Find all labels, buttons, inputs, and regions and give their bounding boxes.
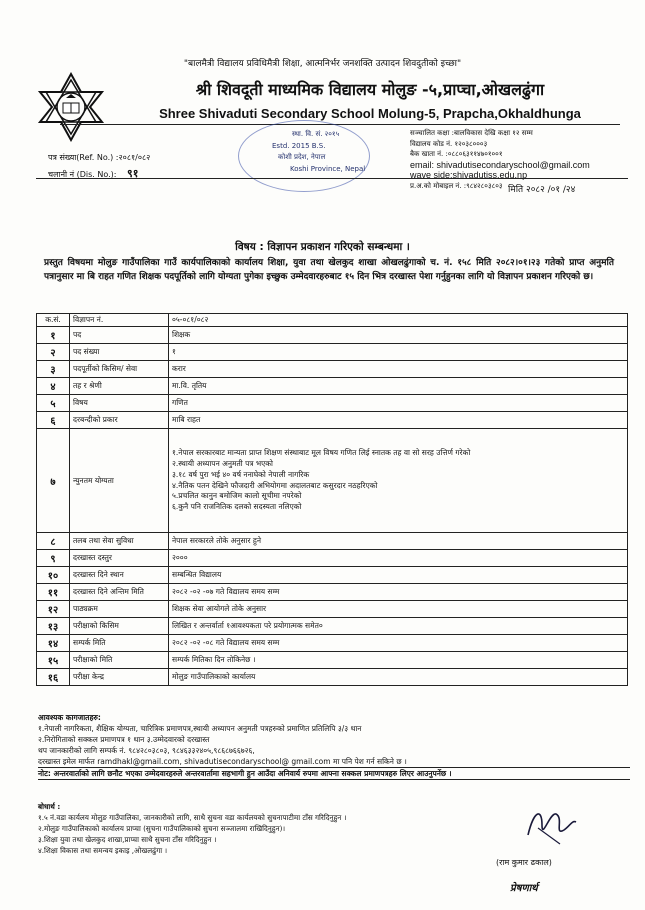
table-row [37,584,628,601]
qualification-line: १.नेपाल सरकारबाट मान्यता प्राप्त शिक्षण संस्थाबाट मूल विषय गणित लिई स्नातक तह वा सो सरह उत्तिर्ण गरेको [172,448,471,458]
table-row [37,412,628,429]
principal-mobile: प्र.अ.को मोबाइल नं. :९८४२८०३८०३ [410,181,503,190]
row-serial: १३ [37,618,70,635]
table-row [37,395,628,412]
bank-account: बैक खाता नं. :०८८०६३११४७०१००१ [410,150,503,158]
note-line: दरखास्त इमेल मार्फत ramdhakl@gmail.com, shivadutisecondaryschool@ gmail.com मा पनि पेश गर्न सकिने छ । [38,757,407,766]
school-name-nepali: श्री शिवदूती माध्यमिक विद्यालय मोलुङ -५,प्राप्चा,ओखलढुंगा [195,80,545,99]
reference-number [48,152,150,163]
table-row [37,429,628,533]
row-value: सम्पर्क मितिका दिन तोकिनेछ । [169,652,628,669]
note-line: नोट: अन्तरवार्ताको लागि छनौट भएका उम्मेदवारहरुले अन्तरवार्तामा सहभागी हुन आउँदा अनिवार्य रुपमा आफ्ना सक्कल प्रमाणपत्रहरु लिएर आउनुपर्नेछ । [38,767,630,780]
seal-text-4: Koshi Province, Nepal [290,165,366,173]
bodharth-item: १.५ नं.वडा कार्यलय मोलुङ गाउँपालिका, जानकारीको लागि, साथै सुचना वडा कार्यलयको सुचनापाटीमा टाँस गरिदिनुहुन । [38,813,347,822]
row-value: माबि राहत [169,412,628,429]
table-row [37,618,628,635]
row-value: सम्बन्धित विद्यालय [169,567,628,584]
row-serial: ३ [37,361,70,378]
row-serial: ४ [37,378,70,395]
row-value: शिक्षक सेवा आयोगले तोके अनुसार [169,601,628,618]
signatory-name: (राम कुमार ढकाल) [496,858,552,867]
seal-text-1: स्था. वि. सं. २०१५ [292,130,340,138]
row-serial: १५ [37,652,70,669]
row-serial: १० [37,567,70,584]
seal-text-2: Estd. 2015 B.S. [272,142,326,150]
copy-to-list [38,801,478,856]
school-motto: "बालमैत्री विद्यालय प्रविधिमैत्री शिक्षा, आत्मनिर्भर जनशक्ति उत्पादन शिवदुतीको इच्छा" [183,59,462,69]
school-code: विद्यालय कोड नं. १२०३८०००३ [410,139,488,148]
classes-run: सञ्चालित कक्षा :बालविकास देखि कक्षा १२ सम्म [410,129,533,137]
school-emblem-icon [36,72,106,142]
qualification-line: २.स्थायी अध्यापन अनुमती पत्र भएको [172,458,273,468]
row-serial: ११ [37,584,70,601]
letter-body: प्रस्तुत विषयमा मोलुङ गाउँपालिका गाउँ कार्यपालिकाको कार्यालय शिक्षा, युवा तथा खेलकुद शाखा ओखलढुंगाको च. नं. १५८ मिति २०८२।०१।२३ गतेको प्राप्त अनुमति पत्रानुसार मा बि राहत गणित शिक्षक पदपूर्तिको लागि योग्यता पुगेका इच्छुक उम्मेदवारहरुबाट १५ दिन भित्र दरखास्त पेशा गर्नुहुनका लागि यो विज्ञापन प्रकाशन गरिएको छ। [44,258,614,282]
table-row [37,361,628,378]
row-serial: १६ [37,669,70,686]
table-row [37,344,628,361]
row-value: मा.वि. तृतिय [169,378,628,395]
qualification-line: ५.प्रचलित कानुन बमोजिम कालो सूचीमा नपरेको [172,491,302,501]
row-label: तलब तथा सेवा सुविधा [70,533,169,550]
row-label: परीक्षा केन्द्र [70,669,169,686]
bodharth-heading: बोधार्थ : [38,802,61,811]
header-label: विज्ञापन नं. [70,314,169,327]
qualification-line: ४.नैतिक पतन देखिने फौजदारी अभियोगमा अदालतबाट कसुरदार नठहरिएको [172,480,378,490]
table-row [37,378,628,395]
qualification-line: ३.१८ वर्ष पुरा भई ४० वर्ष ननाघेको नेपाली नागरिक [172,469,310,479]
note-line: थप जानकारीको लागि सम्पर्क नं. ९८४२८०३८०३, ९८४६३३२४०५,९८६८७६६७२६, [38,746,255,755]
row-value: मोलुङ गाउँपालिकाको कार्यालय [169,669,628,686]
letter-date: मिति २०८२ /०१ /२४ [508,185,576,195]
row-value: शिक्षक [169,327,628,344]
row-label: सम्पर्क मिति [70,635,169,652]
school-name-english: Shree Shivaduti Secondary School Molung-5, Prapcha,Okhaldhunga [159,106,581,121]
row-value: लिखित र अन्तर्वार्ता १आवश्यकता परे प्रयोगात्मक समेत० [169,618,628,635]
row-serial: १ [37,327,70,344]
header-value: ०५-०८१/०८२ [169,314,628,327]
row-value: २०८२ -०२ -०८ गते विद्यालय समय सम्म [169,635,628,652]
row-label: दरखास्त दिने स्थान [70,567,169,584]
row-value: २००० [169,550,628,567]
row-value: करार [169,361,628,378]
table-row [37,635,628,652]
dis-value: ९१ [127,167,139,180]
row-serial: १२ [37,601,70,618]
row-value: १ [169,344,628,361]
row-label: पद [70,327,169,344]
row-value: गणित [169,395,628,412]
table-row [37,567,628,584]
bodharth-item: ३.शिक्षा युवा तथा खेलकुद शाखा,प्राप्चा साथै सुचना टाँस गरिदिनुहुन । [38,835,217,844]
ref-value: २०८१/०८२ [118,153,151,162]
row-value: नेपाल सरकारले तोके अनुसार हुने [169,533,628,550]
table-header-row [37,314,628,327]
table-row [37,669,628,686]
required-documents [38,712,630,780]
row-label: तह र श्रेणी [70,378,169,395]
email-address: email: shivadutisecondaryschool@gmail.com [410,159,590,170]
row-label: परीक्षाको किसिम [70,618,169,635]
table-row [37,327,628,344]
ref-label: पत्र संख्या(Ref. No.) : [48,153,119,162]
letter-subject: विषय : विज्ञापन प्रकाशन गरिएको सम्बन्धमा । [235,241,410,253]
handwritten-note: प्रेषणार्थ [510,883,538,894]
row-serial: ६ [37,412,70,429]
row-serial: ७ [37,429,70,533]
table-row [37,533,628,550]
row-label: दरखास्त दिने अन्तिम मिति [70,584,169,601]
vacancy-table [36,313,628,686]
row-label: विषय [70,395,169,412]
row-serial: ५ [37,395,70,412]
qualification-line: ६.कुनै पनि राजनितिक दलको सदस्यता नलिएको [172,502,302,512]
row-label: पदपूर्तीको किसिम/ सेवा [70,361,169,378]
note-line: १.नेपाली नागरिकता, शैक्षिक योग्यता, चारित्रिक प्रमाणपत्र,स्थायी अध्यापन अनुमती पत्रहरुको प्रमाणित प्रतिलिपि ३/३ थान [38,724,362,733]
row-label: पद संख्या [70,344,169,361]
header-sn: क.सं. [37,314,70,327]
row-label: परीक्षाको मिति [70,652,169,669]
row-label: दरबन्दीको प्रकार [70,412,169,429]
seal-text-3: कोशी प्रदेश, नेपाल [278,153,326,161]
website: wave side:shivadutiss.edu.np [410,170,528,180]
dis-label: चलानी नं (Dis. No.): [48,170,117,179]
table-row [37,652,628,669]
signature-icon [520,800,580,850]
note-line: २.निरोगिताको सक्कल प्रमाणपत्र १ थान ३.उम्मेदवारको दरखास्त [38,735,210,744]
ref-divider [36,178,628,179]
row-value: २०८२ -०२ -०७ गते विद्यालय समय सम्म [169,584,628,601]
row-serial: ८ [37,533,70,550]
row-label: दरखास्त दस्तुर [70,550,169,567]
row-label: न्युनतम योग्यता [70,429,169,533]
bodharth-item: ४.शिक्षा विकास तथा समन्वय इकाइ ,ओखलढुंगा । [38,846,168,855]
row-serial: २ [37,344,70,361]
row-serial: १४ [37,635,70,652]
bodharth-item: २.मोलुङ गाउँपालिकाको कार्यालय प्राप्चा (सुचना गाउँपालिकाको सुचना सञ्जालमा राखिदिनुहुन)। [38,824,286,833]
note-line: आवश्यक कागजातहरु: [38,713,101,722]
row-serial: ९ [37,550,70,567]
row-value [169,429,628,533]
row-label: पाठ्यक्रम [70,601,169,618]
table-row [37,601,628,618]
table-row [37,550,628,567]
